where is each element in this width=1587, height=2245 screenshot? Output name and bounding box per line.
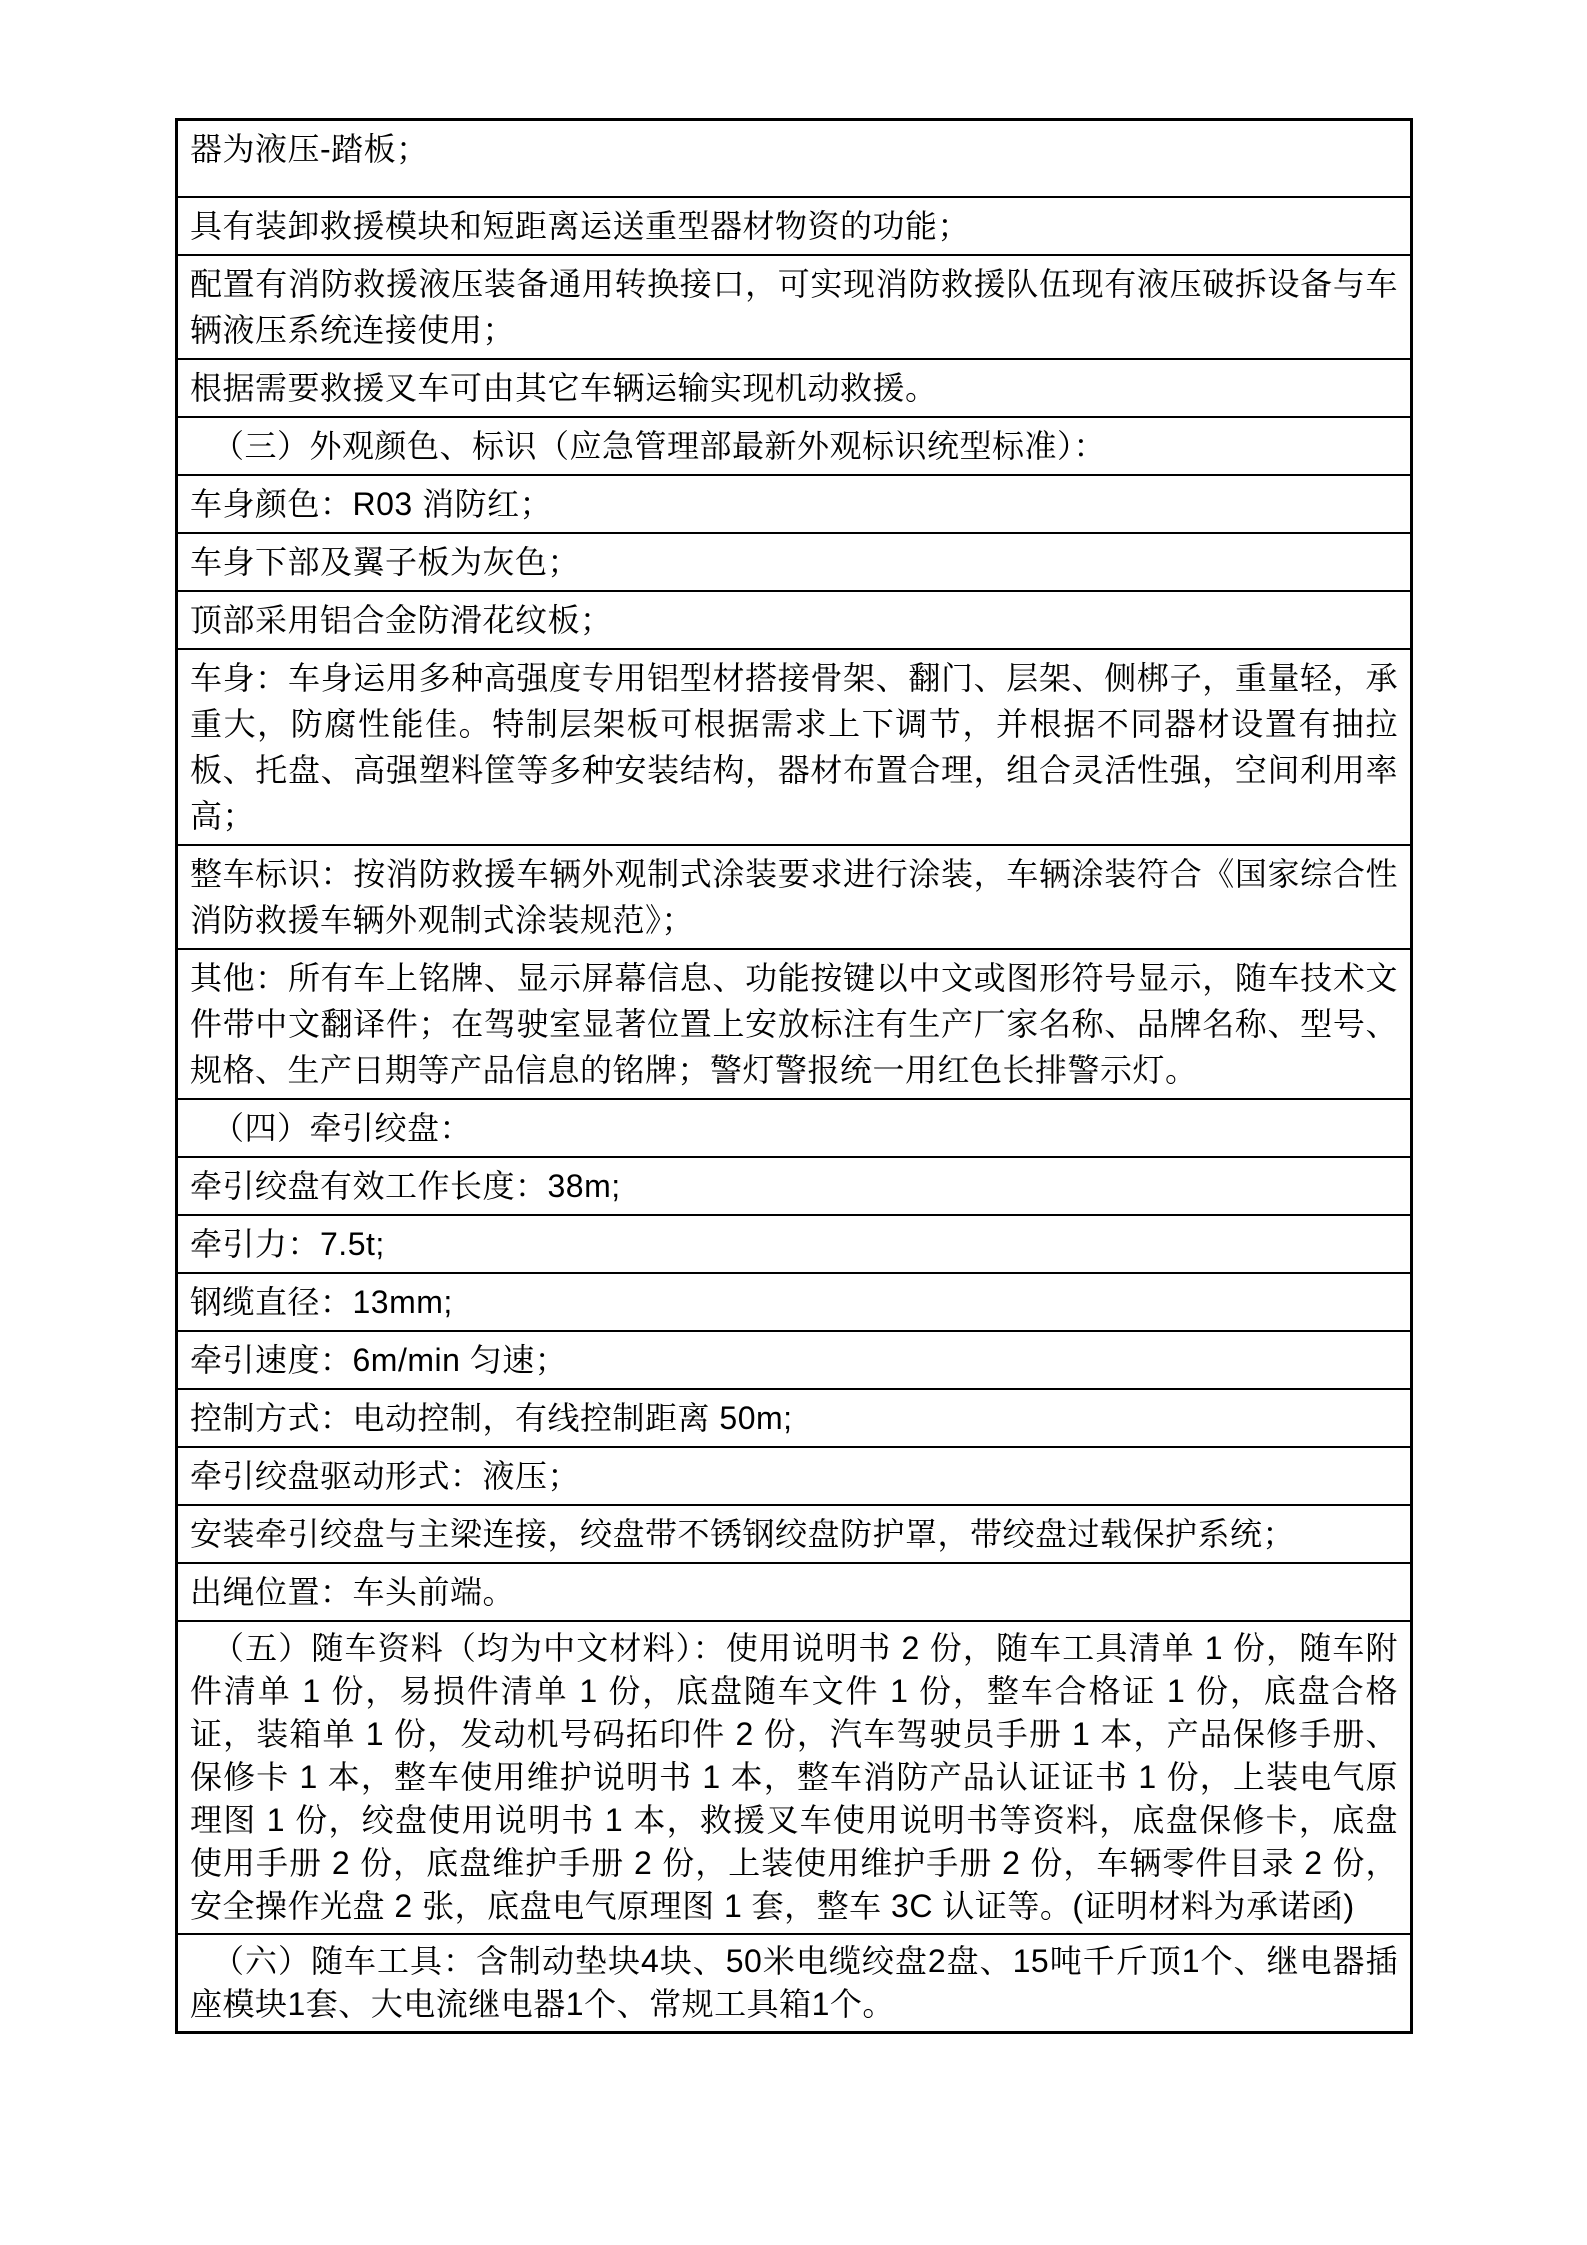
table-row-section-4: （四）牵引绞盘： <box>178 1098 1410 1156</box>
table-row: 其他：所有车上铭牌、显示屏幕信息、功能按键以中文或图形符号显示，随车技术文件带中文翻译件；在驾驶室显著位置上安放标注有生产厂家名称、品牌名称、型号、规格、生产日期等产品信息的铭牌；警灯警报统一用红色长排警示灯。 <box>178 948 1410 1098</box>
table-row: 配置有消防救援液压装备通用转换接口，可实现消防救援队伍现有液压破拆设备与车辆液压系统连接使用； <box>178 254 1410 358</box>
table-row-section-6: （六）随车工具：含制动垫块4块、50米电缆绞盘2盘、15吨千斤顶1个、继电器插座模块1套、大电流继电器1个、常规工具箱1个。 <box>178 1933 1410 2031</box>
specification-table <box>175 118 1413 2034</box>
table-row-section-3: （三）外观颜色、标识（应急管理部最新外观标识统型标准）： <box>178 416 1410 474</box>
table-row: 车身颜色：R03 消防红； <box>178 474 1410 532</box>
table-row: 牵引绞盘有效工作长度：38m; <box>178 1156 1410 1214</box>
table-row: 具有装卸救援模块和短距离运送重型器材物资的功能； <box>178 196 1410 254</box>
table-row-section-5: （五）随车资料（均为中文材料）：使用说明书 2 份，随车工具清单 1 份，随车附件清单 1 份，易损件清单 1 份，底盘随车文件 1 份，整车合格证 1 份，底盘合格证，装箱单 1 份，发动机号码拓印件 2 份，汽车驾驶员手册 1 本，产品保修手册、保修卡 1 本，整车使用维护说明书 1 本，整车消防产品认证证书 1 份，上装电气原理图 1 份，绞盘使用说明书 1 本，救援叉车使用说明书等资料，底盘保修卡，底盘使用手册 2 份，底盘维护手册 2 份，上装使用维护手册 2 份，车辆零件目录 2 份，安全操作光盘 2 张，底盘电气原理图 1 套，整车 3C 认证等。(证明材料为承诺函) <box>178 1620 1410 1933</box>
table-row: 安装牵引绞盘与主梁连接，绞盘带不锈钢绞盘防护罩，带绞盘过载保护系统； <box>178 1504 1410 1562</box>
table-row: 整车标识：按消防救援车辆外观制式涂装要求进行涂装，车辆涂装符合《国家综合性消防救援车辆外观制式涂装规范》； <box>178 844 1410 948</box>
table-row: 钢缆直径：13mm; <box>178 1272 1410 1330</box>
table-row: 出绳位置：车头前端。 <box>178 1562 1410 1620</box>
table-row: 牵引力：7.5t; <box>178 1214 1410 1272</box>
table-row: 车身：车身运用多种高强度专用铝型材搭接骨架、翻门、层架、侧梆子，重量轻，承重大，防腐性能佳。特制层架板可根据需求上下调节，并根据不同器材设置有抽拉板、托盘、高强塑料筐等多种安装结构，器材布置合理，组合灵活性强，空间利用率高； <box>178 648 1410 844</box>
table-row: 车身下部及翼子板为灰色； <box>178 532 1410 590</box>
table-row: 牵引绞盘驱动形式：液压； <box>178 1446 1410 1504</box>
table-row: 牵引速度：6m/min 匀速； <box>178 1330 1410 1388</box>
table-row: 控制方式：电动控制，有线控制距离 50m; <box>178 1388 1410 1446</box>
table-row: 顶部采用铝合金防滑花纹板； <box>178 590 1410 648</box>
table-row: 根据需要救援叉车可由其它车辆运输实现机动救援。 <box>178 358 1410 416</box>
table-row: 器为液压-踏板； <box>190 131 429 167</box>
